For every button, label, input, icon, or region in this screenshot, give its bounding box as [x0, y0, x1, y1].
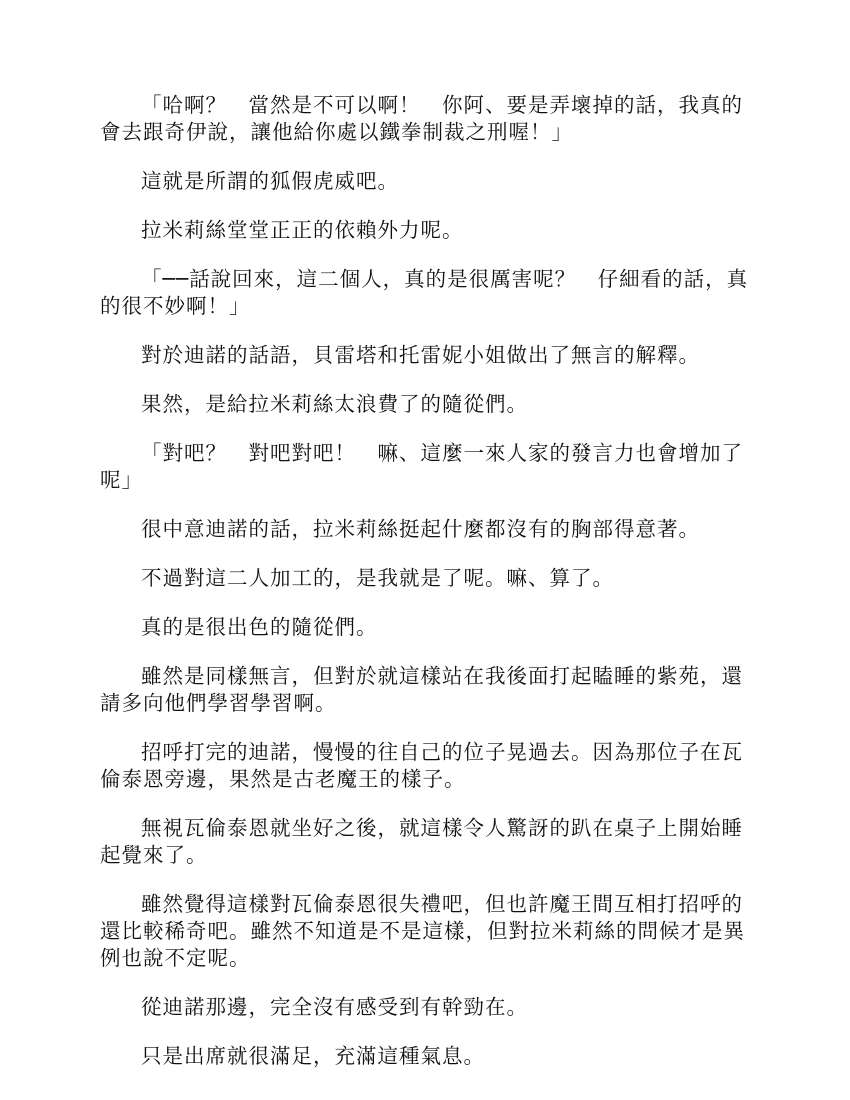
paragraph-11: 雖然是同樣無言，但對於就這樣站在我後面打起瞌睡的紫苑，還請多向他們學習學習啊。: [100, 664, 743, 715]
paragraph-1: 「哈啊？ 當然是不可以啊！ 你阿、要是弄壞掉的話，我真的會去跟奇伊說，讓他給你處以鐵拳制裁之刑喔！」: [100, 93, 743, 144]
paragraph-13: 無視瓦倫泰恩就坐好之後，就這樣令人驚訝的趴在桌子上開始睡起覺來了。: [100, 816, 743, 867]
paragraph-14: 雖然覺得這樣對瓦倫泰恩很失禮吧，但也許魔王間互相打招呼的還比較稀奇吧。雖然不知道是不是這樣，但對拉米莉絲的問候才是異例也說不定呢。: [100, 892, 745, 970]
paragraph-8: 很中意迪諾的話，拉米莉絲挺起什麼都沒有的胸部得意著。: [141, 517, 700, 541]
document-page: [100, 92, 752, 1092]
paragraph-12: 招呼打完的迪諾，慢慢的往自己的位子晃過去。因為那位子在瓦倫泰恩旁邊，果然是古老魔王的樣子。: [100, 740, 743, 791]
paragraph-9: 不過對這二人加工的，是我就是了呢。嘛、算了。: [141, 566, 614, 590]
paragraph-16: 只是出席就很滿足，充滿這種氣息。: [141, 1044, 485, 1068]
paragraph-5: 對於迪諾的話語，貝雷塔和托雷妮小姐做出了無言的解釋。: [141, 343, 700, 367]
paragraph-10: 真的是很出色的隨從們。: [141, 615, 378, 639]
paragraph-4: 「──話說回來，這二個人，真的是很厲害呢？ 仔細看的話，真的很不妙啊！」: [100, 267, 749, 318]
paragraph-15: 從迪諾那邊，完全沒有感受到有幹勁在。: [141, 995, 528, 1019]
paragraph-6: 果然，是給拉米莉絲太浪費了的隨從們。: [141, 392, 528, 416]
paragraph-2: 這就是所謂的狐假虎威吧。: [141, 169, 399, 193]
paragraph-3: 拉米莉絲堂堂正正的依賴外力呢。: [141, 218, 464, 242]
paragraph-7: 「對吧？ 對吧對吧！ 嘛、這麼一來人家的發言力也會增加了呢」: [100, 441, 743, 492]
